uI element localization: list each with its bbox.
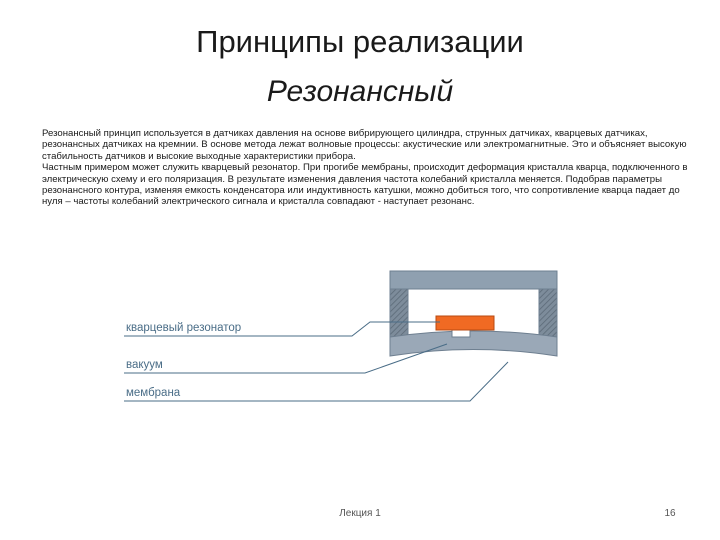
housing-right-wall bbox=[539, 289, 557, 339]
label-resonator: кварцевый резонатор bbox=[126, 322, 242, 334]
crystal-mount bbox=[452, 330, 470, 337]
housing-left-wall bbox=[390, 289, 408, 339]
housing-top-plate bbox=[390, 271, 557, 289]
label-vacuum: вакуум bbox=[126, 359, 163, 371]
leader-line-membrane bbox=[124, 362, 508, 401]
footer-lecture: Лекция 1 bbox=[339, 508, 381, 519]
slide-title: Принципы реализации bbox=[196, 24, 524, 59]
label-membrane: мембрана bbox=[126, 387, 181, 399]
paragraph-1: Резонансный принцип используется в датчиках давления на основе вибрирующего цилиндра, струнных датчиках, кварцевых датчиках, резонансных датчиках на кремнии. В основе метода лежат волновые процессы: акустические или электромагнитные. Это и объясняет высокую стабильность датчиков и высокие выходные характеристики прибора. bbox=[42, 128, 687, 162]
quartz-crystal bbox=[436, 316, 494, 330]
paragraph-2: Частным примером может служить кварцевый резонатор. При прогибе мембраны, происходит деформация кристалла кварца, подключенного в электрическую схему и его поляризация. В результате изменения давления частота колебаний кристалла меняется. Подобрав параметры резонансного контура, изменяя емкость конденсатора или индуктивность катушки, можно добиться того, что сопротивление кварца падает до нуля – частоты колебаний электрического сигнала и кристалла совпадают - наступает резонанс. bbox=[42, 162, 688, 208]
page-number: 16 bbox=[664, 508, 676, 519]
slide-subtitle: Резонансный bbox=[266, 75, 454, 108]
membrane-shape bbox=[390, 331, 557, 356]
